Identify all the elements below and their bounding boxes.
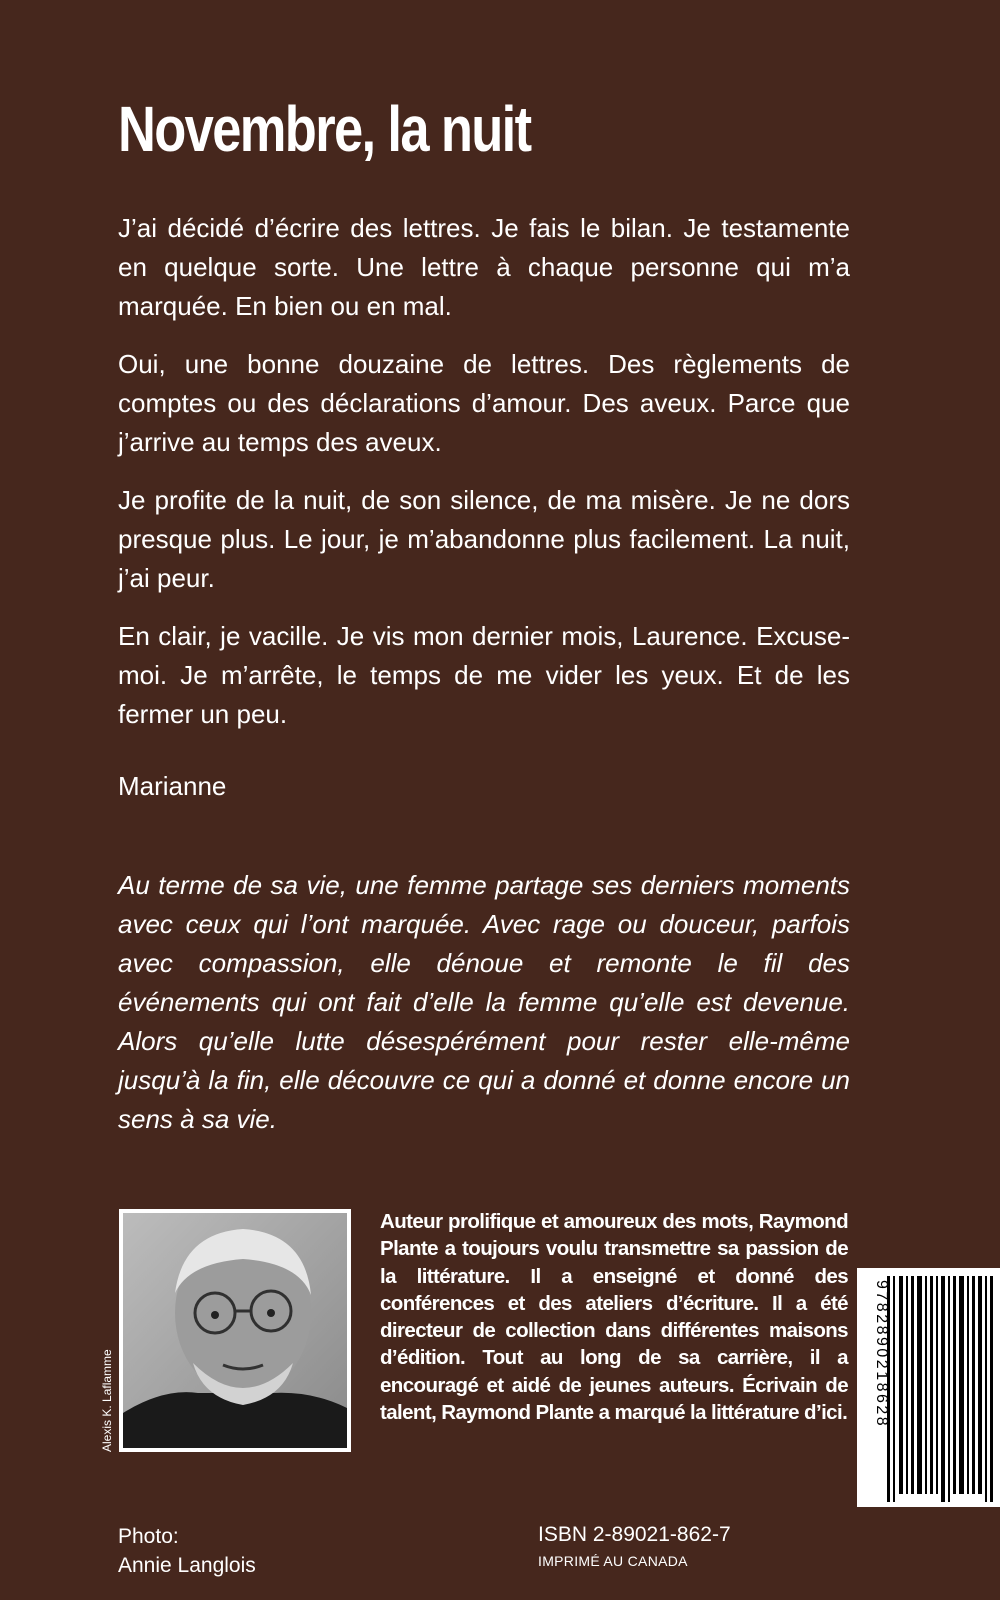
photo-attribution — [118, 1522, 256, 1580]
author-photo — [119, 1209, 351, 1452]
author-portrait-icon — [123, 1213, 347, 1448]
barcode-icon — [857, 1268, 1000, 1507]
synopsis: Au terme de sa vie, une femme partage ses derniers moments avec ceux qui l’ont marquée. Avec rage ou douceur, parfois avec compassion, elle dénoue et remonte le fil des événements qui ont fait d’elle la femme qu’elle est devenue. Alors qu’elle lutte désespérément pour rester elle-même jusqu’à la fin, elle découvre ce qui a donné et donne encore un sens à sa vie. — [118, 870, 850, 1134]
photo-credit: Alexis K. Laflamme — [100, 1349, 114, 1452]
letter-excerpt — [118, 209, 850, 753]
book-title: Novembre, la nuit — [118, 93, 531, 165]
letter-paragraph: Oui, une bonne douzaine de lettres. Des règlements de comptes ou des déclarations d’amour. Des aveux. Parce que j’arrive au temps des aveux. — [118, 349, 850, 457]
photographer-name: Annie Langlois — [118, 1554, 256, 1577]
letter-paragraph: Je profite de la nuit, de son silence, de ma misère. Je ne dors presque plus. Le jour, je m’abandonne plus facilement. La nuit, j’ai peur. — [118, 485, 850, 593]
letter-signature: Marianne — [118, 771, 227, 801]
barcode — [857, 1268, 1000, 1507]
author-bio: Auteur prolifique et amoureux des mots, Raymond Plante a toujours voulu transmettre sa passion de la littérature. Il a enseigné et donné des conférences et des ateliers d’écriture. Il a été directeur de collection dans différentes maisons d’édition. Tout au long de sa carrière, il a encouragé et aidé de jeunes auteurs. Écrivain de talent, Raymond Plante a marqué la littérature d’ici. — [380, 1210, 848, 1425]
letter-paragraph: J’ai décidé d’écrire des lettres. Je fais le bilan. Je testamente en quelque sorte. Une lettre à chaque personne qui m’a marquée. En bien ou en mal. — [118, 213, 850, 321]
photo-label: Photo: — [118, 1525, 179, 1548]
isbn: ISBN 2-89021-862-7 — [538, 1523, 731, 1546]
barcode-digits: 9782890218628 — [873, 1280, 890, 1429]
letter-paragraph: En clair, je vacille. Je vis mon dernier mois, Laurence. Excuse-moi. Je m’arrête, le temps de me vider les yeux. Et de les fermer un peu. — [118, 621, 850, 729]
printed-in: IMPRIMÉ AU CANADA — [538, 1553, 688, 1569]
